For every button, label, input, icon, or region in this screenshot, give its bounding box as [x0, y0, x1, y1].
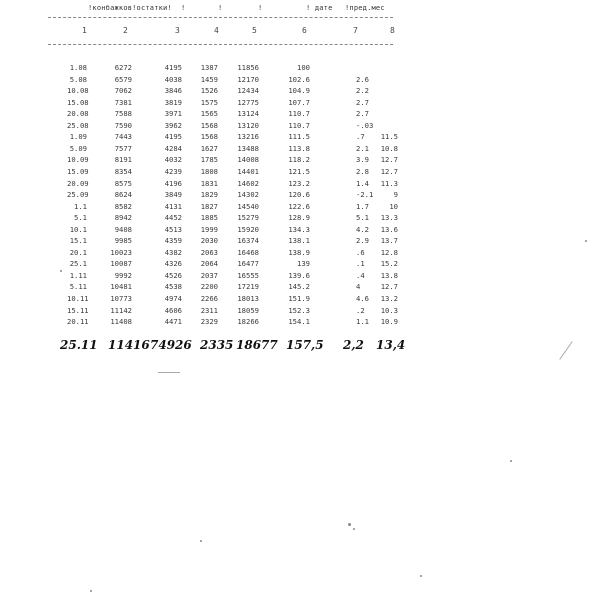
cell-col-2: 11142	[110, 305, 132, 315]
cell-col-3: 3846	[164, 86, 182, 96]
handwritten-col-3: 74926	[150, 338, 192, 352]
table-row	[0, 63, 600, 74]
column-number-4: 4	[214, 26, 219, 35]
header-left-label: !конбажков!остатки!	[88, 4, 172, 12]
table-row	[0, 86, 600, 97]
table-row	[0, 144, 600, 155]
cell-col-7: 5.1	[356, 213, 369, 223]
cell-col-2: 8624	[114, 190, 132, 200]
cell-col-2: 9985	[114, 236, 132, 246]
cell-col-3: 4284	[164, 143, 182, 153]
cell-col-3: 4326	[164, 259, 182, 269]
scan-speck	[60, 270, 62, 272]
cell-col-3: 4606	[164, 305, 182, 315]
table-row	[0, 259, 600, 270]
handwritten-col-4: 2335	[200, 338, 234, 352]
cell-col-4: 2311	[200, 305, 218, 315]
cell-date: 10.09	[67, 155, 89, 165]
cell-col-7: .6	[356, 247, 365, 257]
cell-col-6: 138.1	[288, 236, 310, 246]
cell-col-4: 1785	[200, 155, 218, 165]
cell-col-4: 1387	[200, 63, 218, 72]
cell-date: 25.09	[67, 190, 89, 200]
handwritten-col-6: 157,5	[286, 338, 324, 352]
cell-col-3: 4513	[164, 224, 182, 234]
cell-col-8: 12.7	[380, 282, 398, 292]
scan-mark-dash	[158, 372, 180, 373]
cell-col-3: 4526	[164, 270, 182, 280]
cell-col-3: 4239	[164, 166, 182, 176]
cell-col-7: .1	[356, 259, 365, 269]
table-row	[0, 132, 600, 143]
cell-col-6: 138.9	[288, 247, 310, 257]
cell-col-8: 10	[389, 201, 398, 211]
table-row	[0, 271, 600, 282]
cell-col-6: 139.6	[288, 270, 310, 280]
header-rule-bottom	[48, 44, 393, 45]
cell-col-4: 1827	[200, 201, 218, 211]
cell-col-5: 14540	[237, 201, 259, 211]
cell-col-4: 2329	[200, 317, 218, 327]
cell-col-5: 14602	[237, 178, 259, 188]
handwritten-col-8: 13,4	[376, 338, 406, 352]
cell-date: 10.08	[67, 86, 89, 96]
cell-col-3: 4359	[164, 236, 182, 246]
table-row	[0, 306, 600, 317]
cell-col-4: 1831	[200, 178, 218, 188]
cell-col-6: 152.3	[288, 305, 310, 315]
cell-col-5: 13124	[237, 109, 259, 119]
cell-col-2: 8191	[114, 155, 132, 165]
cell-col-7: 1.7	[356, 201, 369, 211]
cell-col-8: 11.3	[380, 178, 398, 188]
cell-col-8: 13.7	[380, 236, 398, 246]
cell-col-5: 16477	[237, 259, 259, 269]
cell-col-7: 2.7	[356, 97, 369, 107]
cell-col-4: 1999	[200, 224, 218, 234]
cell-col-4: 1575	[200, 97, 218, 107]
cell-col-5: 16468	[237, 247, 259, 257]
table-row	[0, 75, 600, 86]
cell-col-2: 10087	[110, 259, 132, 269]
cell-col-4: 1459	[200, 74, 218, 84]
cell-col-5: 13488	[237, 143, 259, 153]
cell-date: 5.11	[69, 282, 87, 292]
table-row	[0, 294, 600, 305]
table-row	[0, 155, 600, 166]
handwritten-col-7: 2,2	[343, 338, 364, 352]
cell-col-2: 10023	[110, 247, 132, 257]
table-row	[0, 248, 600, 259]
cell-col-7: .7	[356, 132, 365, 142]
cell-col-7: 1.1	[356, 317, 369, 327]
cell-col-4: 1885	[200, 213, 218, 223]
cell-date: 10.1	[69, 224, 87, 234]
column-number-5: 5	[252, 26, 257, 35]
cell-col-7: 4.6	[356, 294, 369, 303]
cell-col-3: 4131	[164, 201, 182, 211]
cell-col-8: 15.2	[380, 259, 398, 269]
cell-col-7: 2.8	[356, 166, 369, 176]
cell-col-7: 2.6	[356, 74, 369, 84]
cell-col-7: .2	[356, 305, 365, 315]
cell-col-6: 111.5	[288, 132, 310, 142]
scan-speck	[420, 575, 422, 577]
cell-col-3: 3962	[164, 120, 182, 130]
cell-col-6: 118.2	[288, 155, 310, 165]
cell-col-3: 4038	[164, 74, 182, 84]
cell-col-8: 13.3	[380, 213, 398, 223]
cell-date: 25.08	[67, 120, 89, 130]
cell-col-3: 4032	[164, 155, 182, 165]
cell-col-2: 8582	[114, 201, 132, 211]
cell-col-7: 2.1	[356, 143, 369, 153]
cell-date: 5.09	[69, 143, 87, 153]
cell-col-4: 1568	[200, 120, 218, 130]
cell-date: 20.1	[69, 247, 87, 257]
header-rule-top	[48, 17, 393, 18]
table-row	[0, 282, 600, 293]
scan-mark-right	[559, 341, 572, 360]
cell-date: 1.09	[69, 132, 87, 142]
cell-col-5: 12170	[237, 74, 259, 84]
cell-col-3: 4195	[164, 132, 182, 142]
cell-col-7: 1.4	[356, 178, 369, 188]
cell-col-6: 102.6	[288, 74, 310, 84]
cell-col-6: 134.3	[288, 224, 310, 234]
cell-col-8: 11.5	[380, 132, 398, 142]
column-number-7: 7	[353, 26, 358, 35]
table-row	[0, 109, 600, 120]
table-row	[0, 121, 600, 132]
cell-col-3: 4196	[164, 178, 182, 188]
column-number-3: 3	[175, 26, 180, 35]
cell-date: 15.08	[67, 97, 89, 107]
cell-col-4: 1526	[200, 86, 218, 96]
header-date-label: ! дате	[306, 4, 333, 12]
cell-col-8: 10.3	[380, 305, 398, 315]
cell-date: 5.1	[74, 213, 87, 223]
cell-col-3: 4382	[164, 247, 182, 257]
cell-col-8: 9	[393, 190, 398, 200]
cell-col-3: 4195	[164, 63, 182, 72]
cell-date: 5.08	[69, 74, 87, 84]
header-mark-3: !	[258, 4, 263, 12]
header-mark-2: !	[218, 4, 223, 12]
table-row	[0, 167, 600, 178]
cell-col-6: 120.6	[288, 190, 310, 200]
cell-col-5: 14401	[237, 166, 259, 176]
cell-col-6: 121.5	[288, 166, 310, 176]
cell-col-8: 12.8	[380, 247, 398, 257]
cell-col-5: 12775	[237, 97, 259, 107]
cell-col-8: 13.6	[380, 224, 398, 234]
scan-speck	[510, 460, 512, 462]
cell-col-5: 15279	[237, 213, 259, 223]
cell-col-4: 2037	[200, 270, 218, 280]
cell-col-7: -2.1	[356, 190, 374, 200]
handwritten-date: 25.11	[60, 338, 98, 352]
cell-col-3: 4974	[164, 294, 182, 303]
cell-col-5: 13120	[237, 120, 259, 130]
cell-col-4: 2063	[200, 247, 218, 257]
column-number-1: 1	[82, 26, 87, 35]
cell-col-2: 7590	[114, 120, 132, 130]
cell-col-2: 7062	[114, 86, 132, 96]
cell-date: 1.1	[74, 201, 87, 211]
scan-speck	[353, 528, 355, 530]
column-number-6: 6	[302, 26, 307, 35]
cell-col-3: 4452	[164, 213, 182, 223]
cell-col-5: 12434	[237, 86, 259, 96]
cell-col-8: 13.2	[380, 294, 398, 303]
cell-col-7: -.03	[356, 120, 374, 130]
header-right-label: !пред.мес	[345, 4, 385, 12]
cell-col-5: 14302	[237, 190, 259, 200]
cell-col-6: 110.7	[288, 109, 310, 119]
cell-col-8: 12.7	[380, 166, 398, 176]
cell-col-7: 4	[356, 282, 361, 292]
cell-col-4: 1568	[200, 132, 218, 142]
handwritten-col-5: 18677	[236, 338, 278, 352]
cell-col-6: 110.7	[288, 120, 310, 130]
cell-col-5: 17219	[237, 282, 259, 292]
scan-speck	[90, 590, 92, 592]
cell-col-5: 14008	[237, 155, 259, 165]
cell-col-5: 18266	[237, 317, 259, 327]
cell-col-4: 1565	[200, 109, 218, 119]
table-row	[0, 179, 600, 190]
table-row	[0, 213, 600, 224]
table-row	[0, 225, 600, 236]
column-number-8: 8	[390, 26, 395, 35]
cell-col-2: 7381	[114, 97, 132, 107]
cell-date: 10.11	[67, 294, 89, 303]
cell-col-7: 2.2	[356, 86, 369, 96]
cell-col-4: 1808	[200, 166, 218, 176]
cell-col-5: 15920	[237, 224, 259, 234]
cell-col-7: 2.9	[356, 236, 369, 246]
cell-col-5: 11856	[237, 63, 259, 72]
cell-col-2: 9992	[114, 270, 132, 280]
cell-col-5: 13216	[237, 132, 259, 142]
cell-col-2: 10773	[110, 294, 132, 303]
cell-date: 20.09	[67, 178, 89, 188]
cell-col-7: .4	[356, 270, 365, 280]
cell-col-8: 12.7	[380, 155, 398, 165]
cell-col-6: 128.9	[288, 213, 310, 223]
table-row	[0, 98, 600, 109]
cell-col-3: 3849	[164, 190, 182, 200]
cell-col-6: 107.7	[288, 97, 310, 107]
cell-col-6: 154.1	[288, 317, 310, 327]
cell-col-7: 2.7	[356, 109, 369, 119]
cell-col-2: 8942	[114, 213, 132, 223]
cell-col-2: 7577	[114, 143, 132, 153]
cell-col-3: 3971	[164, 109, 182, 119]
cell-col-8: 10.8	[380, 143, 398, 153]
scan-speck	[585, 240, 587, 242]
cell-col-2: 6579	[114, 74, 132, 84]
cell-col-5: 16555	[237, 270, 259, 280]
cell-date: 1.08	[69, 63, 87, 72]
cell-date: 15.1	[69, 236, 87, 246]
cell-col-6: 139	[297, 259, 310, 269]
cell-col-8: 13.8	[380, 270, 398, 280]
cell-col-3: 4471	[164, 317, 182, 327]
cell-date: 15.09	[67, 166, 89, 176]
cell-col-4: 2064	[200, 259, 218, 269]
cell-col-6: 100	[297, 63, 310, 72]
table-row	[0, 317, 600, 328]
cell-col-8: 10.9	[380, 317, 398, 327]
cell-col-6: 151.9	[288, 294, 310, 303]
cell-date: 15.11	[67, 305, 89, 315]
cell-col-2: 7588	[114, 109, 132, 119]
cell-col-2: 6272	[114, 63, 132, 72]
handwritten-col-2: 11416	[108, 338, 150, 352]
cell-col-3: 4538	[164, 282, 182, 292]
table-row	[0, 202, 600, 213]
cell-col-6: 145.2	[288, 282, 310, 292]
cell-col-3: 3819	[164, 97, 182, 107]
cell-col-2: 10481	[110, 282, 132, 292]
cell-col-4: 2200	[200, 282, 218, 292]
cell-date: 1.11	[69, 270, 87, 280]
table-row	[0, 190, 600, 201]
cell-col-2: 8354	[114, 166, 132, 176]
cell-col-4: 1627	[200, 143, 218, 153]
cell-col-2: 7443	[114, 132, 132, 142]
cell-col-2: 9408	[114, 224, 132, 234]
header-mark-1: !	[181, 4, 186, 12]
scan-speck	[200, 540, 202, 542]
table-row	[0, 236, 600, 247]
cell-col-7: 3.9	[356, 155, 369, 165]
cell-date: 20.11	[67, 317, 89, 327]
cell-col-4: 2266	[200, 294, 218, 303]
cell-col-5: 18013	[237, 294, 259, 303]
cell-date: 20.08	[67, 109, 89, 119]
cell-col-7: 4.2	[356, 224, 369, 234]
cell-col-4: 2030	[200, 236, 218, 246]
column-number-2: 2	[123, 26, 128, 35]
cell-col-4: 1829	[200, 190, 218, 200]
scan-speck	[348, 523, 351, 526]
cell-col-2: 11408	[110, 317, 132, 327]
cell-date: 25.1	[69, 259, 87, 269]
cell-col-6: 113.8	[288, 143, 310, 153]
cell-col-2: 8575	[114, 178, 132, 188]
cell-col-6: 122.6	[288, 201, 310, 211]
cell-col-6: 104.9	[288, 86, 310, 96]
cell-col-5: 18059	[237, 305, 259, 315]
cell-col-5: 16374	[237, 236, 259, 246]
cell-col-6: 123.2	[288, 178, 310, 188]
